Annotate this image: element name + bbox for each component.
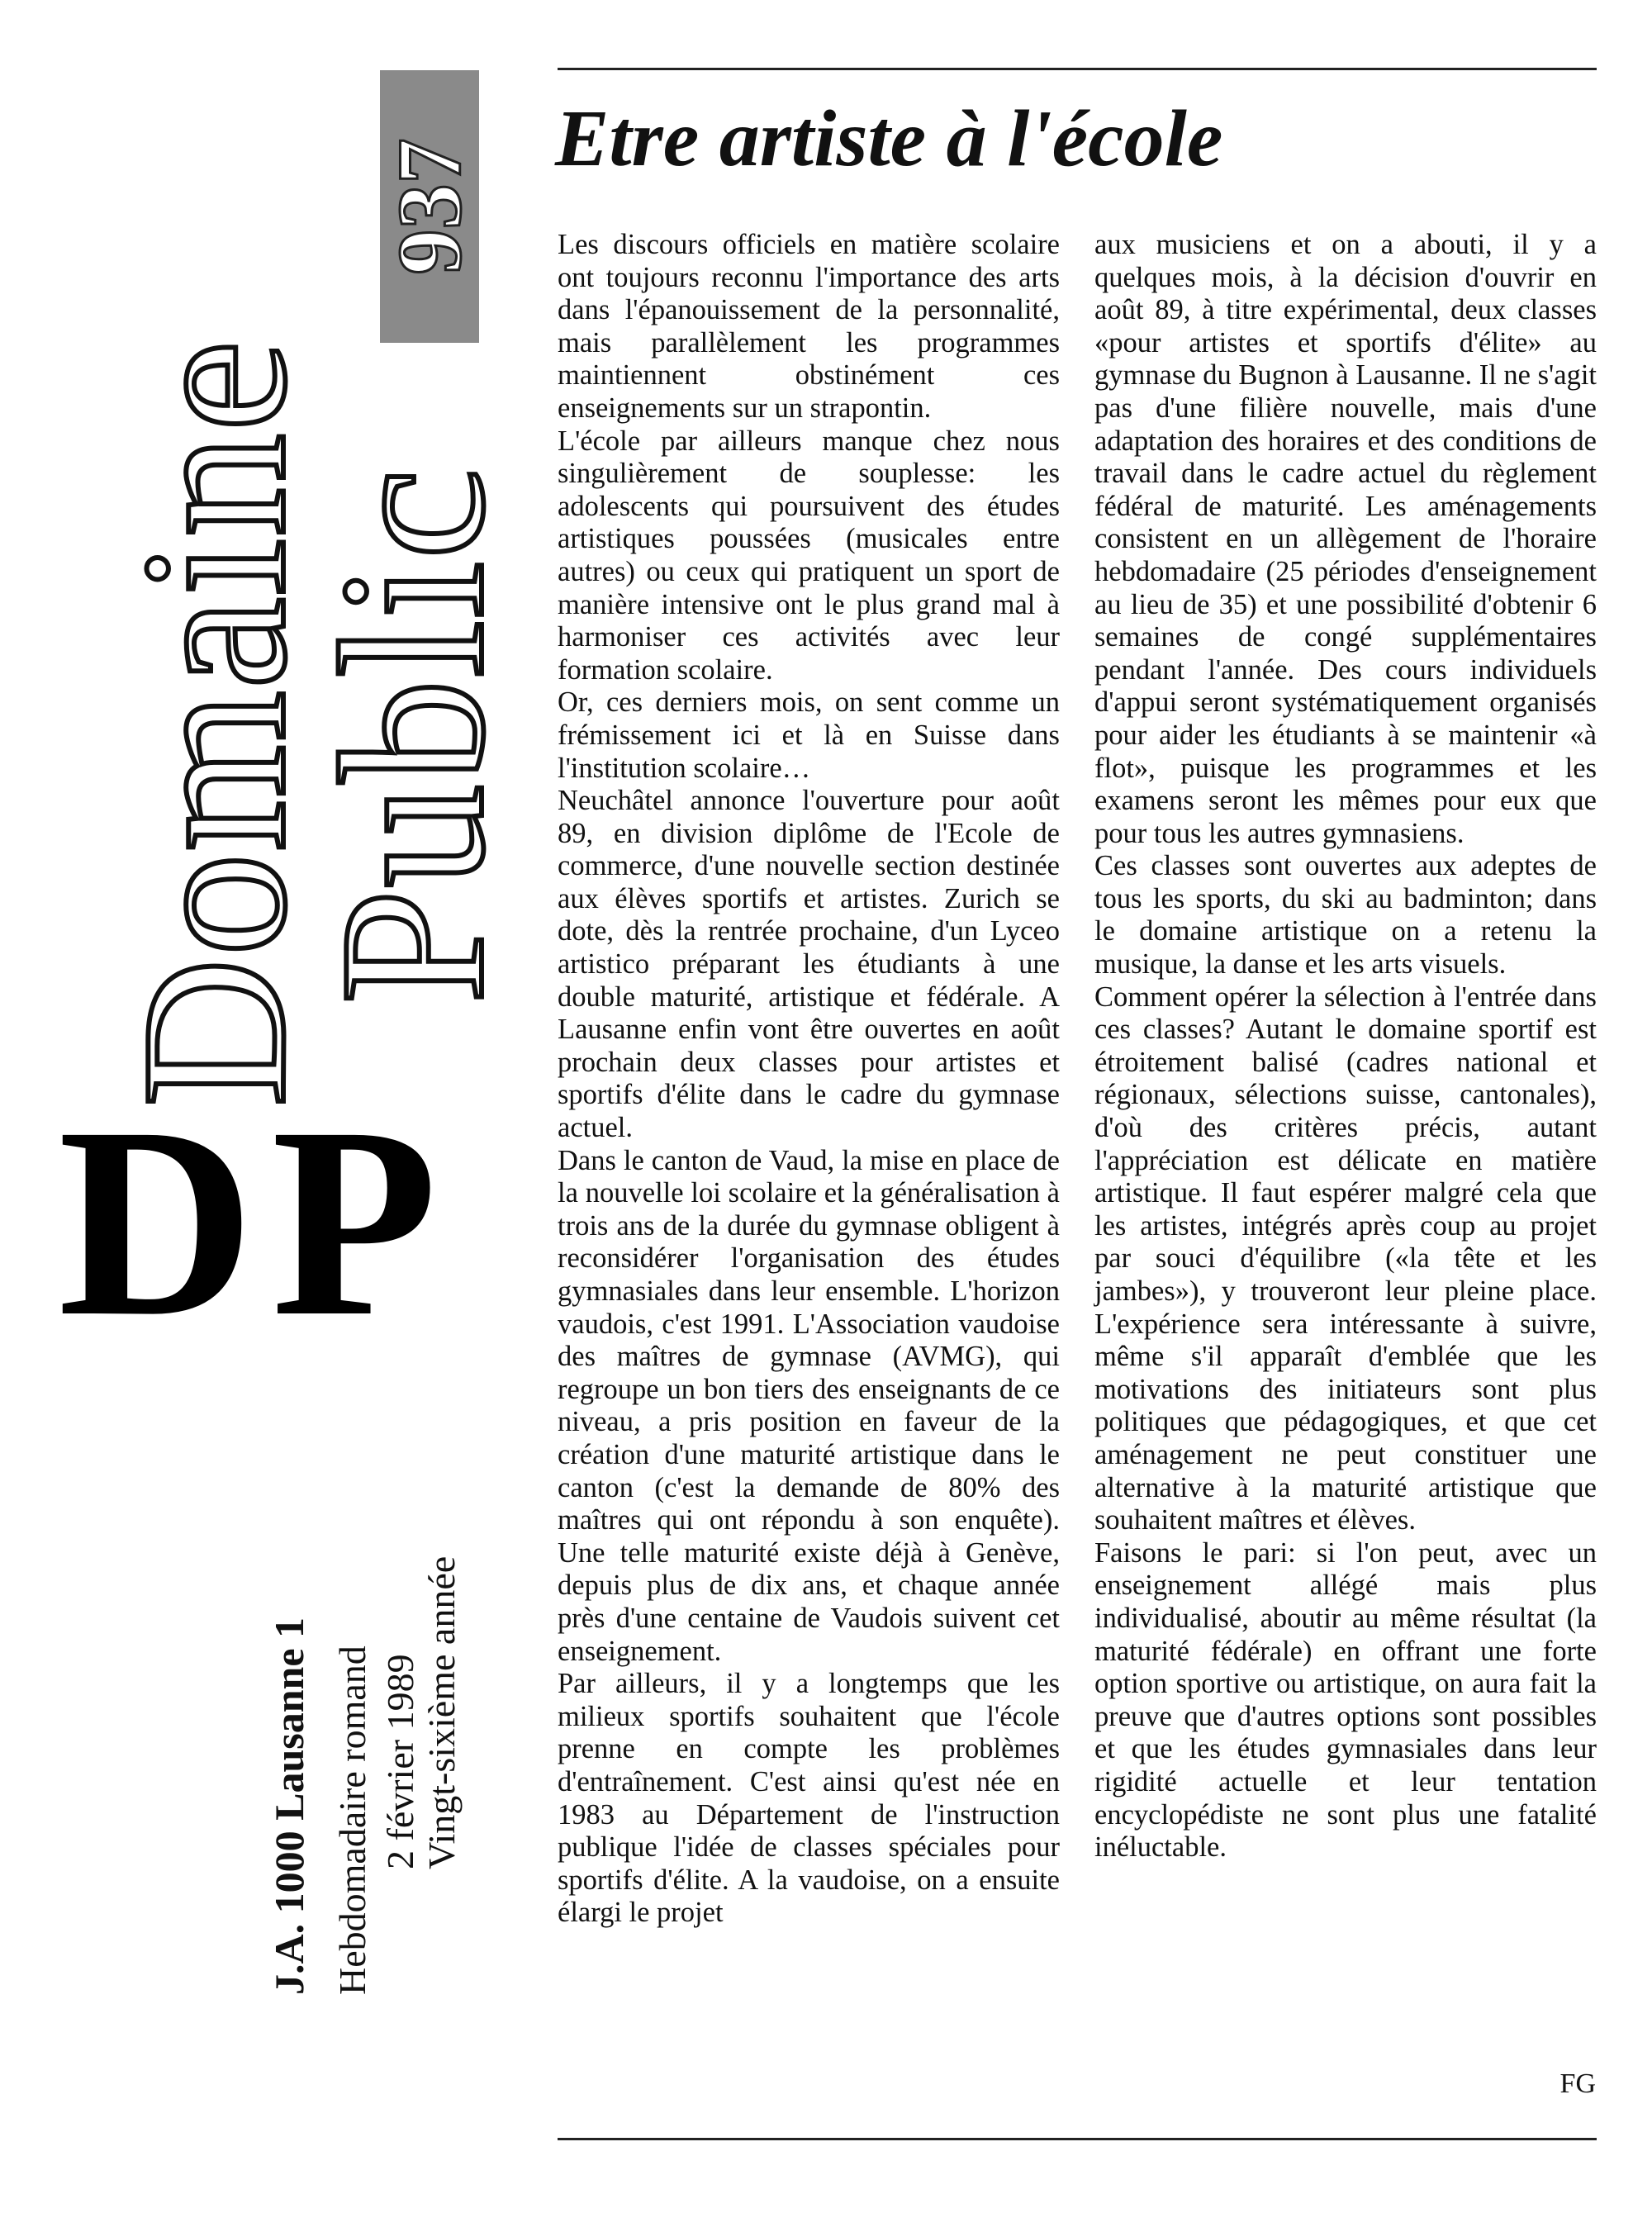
masthead-title-domaine: Domaine bbox=[100, 338, 329, 1108]
article-paragraph: L'école par ailleurs manque chez nous singulièrement de souplesse: les adolescents qui poursuivent des études artistiques poussées (musicales entre autres) ou ceux qui pratiquent un sport de manière intensive ont le plus grand mal à harmoniser ces activités avec leur formation scolaire. bbox=[558, 425, 1060, 686]
issue-date: 2 février 1989 bbox=[379, 1654, 421, 1869]
author-signature: FG bbox=[1559, 2068, 1596, 2099]
article-paragraph: Ces classes sont ouvertes aux adeptes de tous les sports, du ski au badminton; dans le domaine artistique on a retenu la musique, la danse et les arts visuels. bbox=[1094, 850, 1597, 981]
article-paragraph: Les discours officiels en matière scolaire ont toujours reconnu l'importance des arts dans l'épanouissement de la personnalité, mais parallèlement les programmes maintiennent obstinément ces enseignements sur un strapontin. bbox=[558, 229, 1060, 424]
article-paragraph: Dans le canton de Vaud, la mise en place de la nouvelle loi scolaire et la généralisation à trois ans de la durée du gymnase obligent à reconsidérer l'organisation des études gymnasiales dans leur ensemble. L'horizon vaudois, c'est 1991. L'Association vaudoise des maîtres de gymnase (AVMG), qui regroupe un bon tiers des enseignants de ce niveau, a pris position en faveur de la création d'une maturité artistique dans le canton (c'est la demande de 80% des maîtres qui ont répondu à son enquête). Une telle maturité existe déjà à Genève, depuis plus de dix ans, et chaque année près d'une centaine de Vaudois suivent cet enseignement. bbox=[558, 1144, 1060, 1667]
article-paragraph: Comment opérer la sélection à l'entrée dans ces classes? Autant le domaine sportif est étroitement balisé (cadres national et régionaux, sélections suisse, cantonales), d'où des critères précis, autant l'appréciation est délicate en matière artistique. Il faut espérer malgré cela que les artistes, intégrés après coup au projet par souci d'équilibre («la tête et les jambes»), y trouveront leur pleine place. L'expérience sera intéressante à suivre, même s'il apparaît d'emblée que les motivations des initiateurs sont plus politiques que pédagogiques, et que cet aménagement ne peut constituer une alternative à la maturité artistique que souhaitent maîtres et élèves. bbox=[1094, 981, 1597, 1536]
article-title: Etre artiste à l'école bbox=[555, 94, 1223, 183]
issue-number: 937 bbox=[379, 138, 480, 275]
top-rule bbox=[558, 68, 1597, 70]
article-paragraph: Or, ces derniers mois, on sent comme un frémissement ici et là en Suisse dans l'institution scolaire… bbox=[558, 686, 1060, 784]
article-paragraph: aux musiciens et on a abouti, il y a quelques mois, à la décision d'ouvrir en août 89, à titre expérimental, deux classes «pour artistes et sportifs d'élite» au gymnase du Bugnon à Lausanne. Il ne s'agit pas d'une filière nouvelle, mais d'une adaptation des horaires et des conditions de travail dans le cadre actuel du règlement fédéral de maturité. Les aménagements consistent en un allègement de l'horaire hebdomadaire (25 périodes d'enseignement au lieu de 35) et une possibilité d'obtenir 6 semaines de congé supplémentaires pendant l'année. Des cours individuels d'appui seront systématiquement organisés pour aider les étudiants à se maintenir «à flot», puisque les programmes et les examens seront les mêmes pour eux que pour tous les autres gymnasiens. bbox=[1094, 229, 1597, 849]
postal-info: J.A. 1000 Lausanne 1 bbox=[266, 1617, 312, 1995]
article-paragraph: Neuchâtel annonce l'ouverture pour août 89, en division diplôme de l'Ecole de commerce, d'une nouvelle section destinée aux élèves sportifs et artistes. Zurich se dote, dès la rentrée prochaine, d'un Lyceo artistico préparant les étudiants à une double maturité, artistique et fédérale. A Lausanne enfin vont être ouvertes en août prochain deux classes pour artistes et sportifs d'élite dans le cadre du gymnase actuel. bbox=[558, 785, 1060, 1144]
publication-type: Hebdomadaire romand bbox=[331, 1646, 373, 1995]
bottom-rule bbox=[558, 2138, 1597, 2140]
masthead-title-public: Public bbox=[298, 466, 527, 1004]
dp-logo: DP bbox=[58, 1071, 454, 1373]
article-column-1 bbox=[558, 229, 1060, 2104]
article-column-2 bbox=[1094, 229, 1597, 2104]
article-paragraph: Par ailleurs, il y a longtemps que les milieux sportifs souhaitent que l'école prenne en compte les problèmes d'entraînement. C'est ainsi qu'est née en 1983 au Département de l'instruction publique l'idée de classes spéciales pour sportifs d'élite. A la vaudoise, on a ensuite élargi le projet bbox=[558, 1668, 1060, 1929]
volume-year: Vingt-sixième année bbox=[420, 1555, 463, 1869]
article-paragraph: Faisons le pari: si l'on peut, avec un enseignement allégé mais plus individualisé, aboutir au même résultat (la maturité fédérale) en offrant une forte option sportive ou artistique, on aura fait la preuve que d'autres options sont possibles et que les études gymnasiales dans leur rigidité actuelle et leur tentation encyclopédiste ne sont plus une fatalité inéluctable. bbox=[1094, 1536, 1597, 1864]
